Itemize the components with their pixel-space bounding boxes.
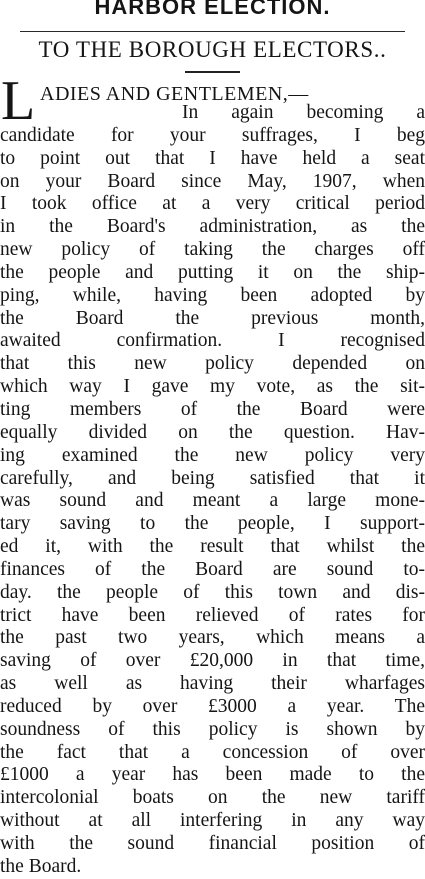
body-line: £1000 a year has been made to the [0, 764, 425, 786]
body-line: I took office at a very critical period [0, 193, 425, 215]
body-line: with the sound financial position of [0, 833, 425, 854]
body-line: candidate for your suffrages, I beg [0, 124, 425, 146]
body-line: day. the people of this town and dis- [0, 581, 425, 603]
section-divider [185, 71, 240, 73]
salutation: ADIES AND GENTLEMEN,— [40, 83, 309, 105]
body-line: finances of the Board are sound to- [0, 558, 425, 580]
body-line: on your Board since May, 1907, when [0, 170, 425, 192]
body-line: that this new policy depended on [0, 353, 425, 375]
body-line: as well as having their wharfages [0, 673, 425, 695]
body-line: intercolonial boats on the new tariff [0, 787, 425, 809]
body-line: the fact that a concession of over [0, 741, 425, 763]
body-line: the Board. [0, 855, 82, 877]
subheading: TO THE BOROUGH ELECTORS.. [38, 37, 387, 62]
body-line: was sound and meant a large mone- [0, 490, 425, 512]
body-line: equally divided on the question. Hav- [0, 421, 425, 443]
body-line: carefully, and being satisfied that it [0, 467, 425, 489]
body-line: without at all interfering in any way [0, 810, 425, 832]
body-line: new policy of taking the charges off [0, 239, 425, 261]
body-line: tary saving to the people, I support- [0, 513, 425, 535]
body-line: ing examined the new policy very [0, 444, 425, 466]
body-line: ping, while, having been adopted by [0, 284, 425, 306]
body-line: ed it, with the result that whilst the [0, 536, 425, 558]
body-line: in the Board's administration, as the [0, 216, 425, 238]
body-line: trict have been relieved of rates for [0, 604, 425, 626]
article-body [0, 102, 425, 879]
headline-rule [20, 31, 405, 32]
body-line: awaited confirmation. I recognised [0, 330, 425, 352]
body-line: the Board the previous month, [0, 307, 425, 329]
drop-cap: L [1, 70, 36, 132]
body-line: the people and putting it on the ship- [0, 261, 425, 283]
body-line: saving of over £20,000 in that time, [0, 650, 425, 672]
body-line: which way I gave my vote, as the sit- [0, 376, 425, 398]
body-line: In again becoming a [182, 102, 425, 123]
body-line: to point out that I have held a seat [0, 147, 425, 169]
body-line: the past two years, which means a [0, 627, 425, 649]
headline: HARBOR ELECTION. [94, 0, 331, 19]
body-line: reduced by over £3000 a year. The [0, 695, 425, 717]
body-line: soundness of this policy is shown by [0, 718, 425, 740]
body-line: ting members of the Board were [0, 398, 425, 420]
